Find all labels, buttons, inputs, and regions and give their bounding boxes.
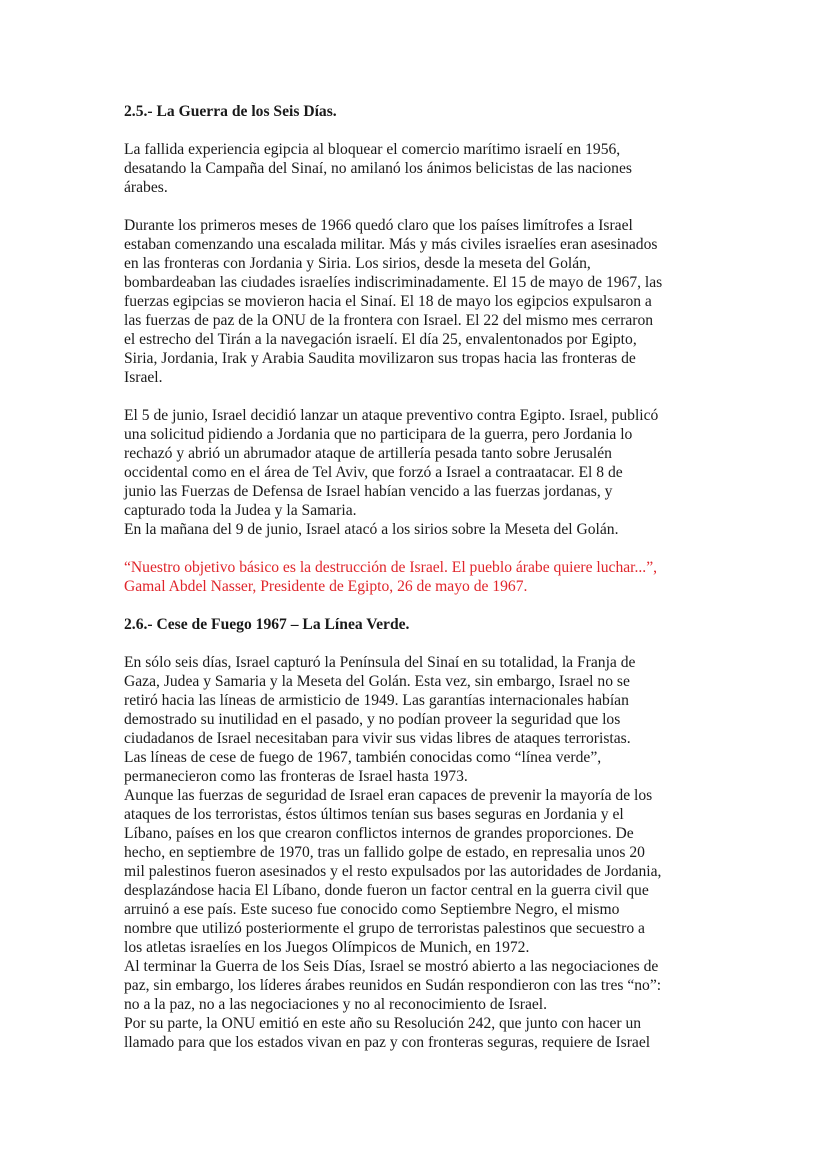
text-line: Al terminar la Guerra de los Seis Días, Israel se mostró abierto a las negociaciones de: [124, 958, 659, 975]
text-line: estaban comenzando una escalada militar. Más y más civiles israelíes eran asesinados: [124, 236, 658, 253]
paragraph: [124, 140, 724, 197]
text-line: En la mañana del 9 de junio, Israel atacó a los sirios sobre la Meseta del Golán.: [124, 521, 619, 538]
quote-line: “Nuestro objetivo básico es la destrucción de Israel. El pueblo árabe quiere luchar...”,: [124, 559, 658, 576]
text-line: Durante los primeros meses de 1966 quedó claro que los países limítrofes a Israel: [124, 217, 633, 234]
text-line: el estrecho del Tirán a la navegación israelí. El día 25, envalentonados por Egipto,: [124, 331, 637, 348]
text-line: en las fronteras con Jordania y Siria. Los sirios, desde la meseta del Golán,: [124, 255, 591, 272]
text-line: ataques de los terroristas, éstos últimos tenían sus bases seguras en Jordania y el: [124, 806, 624, 823]
quote-line: Gamal Abdel Nasser, Presidente de Egipto, 26 de mayo de 1967.: [124, 578, 528, 595]
text-line: bombardeaban las ciudades israelíes indiscriminadamente. El 15 de mayo de 1967, las: [124, 274, 663, 291]
text-line: arruinó a ese país. Este suceso fue conocido como Septiembre Negro, el mismo: [124, 901, 620, 918]
paragraph: [124, 406, 724, 539]
text-line: Gaza, Judea y Samaria y la Meseta del Golán. Esta vez, sin embargo, Israel no se: [124, 673, 630, 690]
text-line: llamado para que los estados vivan en paz y con fronteras seguras, requiere de Israel: [124, 1034, 651, 1051]
text-line: retiró hacia las líneas de armisticio de 1949. Las garantías internacionales habían: [124, 692, 629, 709]
text-line: Por su parte, la ONU emitió en este año su Resolución 242, que junto con hacer un: [124, 1015, 642, 1032]
text-line: desatando la Campaña del Sinaí, no amilanó los ánimos belicistas de las naciones: [124, 160, 632, 177]
section-heading: 2.6.- Cese de Fuego 1967 – La Línea Verde.: [124, 616, 410, 633]
text-line: Aunque las fuerzas de seguridad de Israel eran capaces de prevenir la mayoría de los: [124, 787, 653, 804]
text-line: nombre que utilizó posteriormente el grupo de terroristas palestinos que secuestro a: [124, 920, 645, 937]
text-line: árabes.: [124, 179, 168, 196]
text-line: demostrado su inutilidad en el pasado, y no podían proveer la seguridad que los: [124, 711, 621, 728]
nasser-quote: [124, 558, 724, 596]
text-line: ciudadanos de Israel necesitaban para vivir sus vidas libres de ataques terroristas.: [124, 730, 631, 747]
paragraph: [124, 216, 724, 387]
text-line: los atletas israelíes en los Juegos Olímpicos de Munich, en 1972.: [124, 939, 530, 956]
text-line: Siria, Jordania, Irak y Arabia Saudita movilizaron sus tropas hacia las fronteras de: [124, 350, 636, 367]
text-line: Líbano, países en los que crearon conflictos internos de grandes proporciones. De: [124, 825, 634, 842]
text-line: permanecieron como las fronteras de Israel hasta 1973.: [124, 768, 468, 785]
text-line: La fallida experiencia egipcia al bloquear el comercio marítimo israelí en 1956,: [124, 141, 621, 158]
text-line: Las líneas de cese de fuego de 1967, también conocidas como “línea verde”,: [124, 749, 602, 766]
text-line: rechazó y abrió un abrumador ataque de artillería pesada tanto sobre Jerusalén: [124, 445, 612, 462]
text-line: En sólo seis días, Israel capturó la Península del Sinaí en su totalidad, la Franja de: [124, 654, 636, 671]
text-line: Israel.: [124, 369, 163, 386]
text-line: mil palestinos fueron asesinados y el resto expulsados por las autoridades de Jordania,: [124, 863, 662, 880]
text-line: capturado toda la Judea y la Samaria.: [124, 502, 357, 519]
text-line: junio las Fuerzas de Defensa de Israel habían vencido a las fuerzas jordanas, y: [124, 483, 613, 500]
section-heading: 2.5.- La Guerra de los Seis Días.: [124, 103, 337, 120]
text-line: hecho, en septiembre de 1970, tras un fallido golpe de estado, en represalia unos 20: [124, 844, 645, 861]
text-line: una solicitud pidiendo a Jordania que no participara de la guerra, pero Jordania lo: [124, 426, 633, 443]
document-page: [124, 102, 724, 1052]
text-line: las fuerzas de paz de la ONU de la frontera con Israel. El 22 del mismo mes cerraron: [124, 312, 654, 329]
text-line: occidental como en el área de Tel Aviv, que forzó a Israel a contraatacar. El 8 de: [124, 464, 623, 481]
text-line: paz, sin embargo, los líderes árabes reunidos en Sudán respondieron con las tres “no”:: [124, 977, 662, 994]
text-line: desplazándose hacia El Líbano, donde fueron un factor central en la guerra civil que: [124, 882, 649, 899]
text-line: El 5 de junio, Israel decidió lanzar un ataque preventivo contra Egipto. Israel, publicó: [124, 407, 659, 424]
text-line: fuerzas egipcias se movieron hacia el Sinaí. El 18 de mayo los egipcios expulsaron a: [124, 293, 652, 310]
text-line: no a la paz, no a las negociaciones y no al reconocimiento de Israel.: [124, 996, 548, 1013]
paragraph: [124, 653, 724, 1052]
